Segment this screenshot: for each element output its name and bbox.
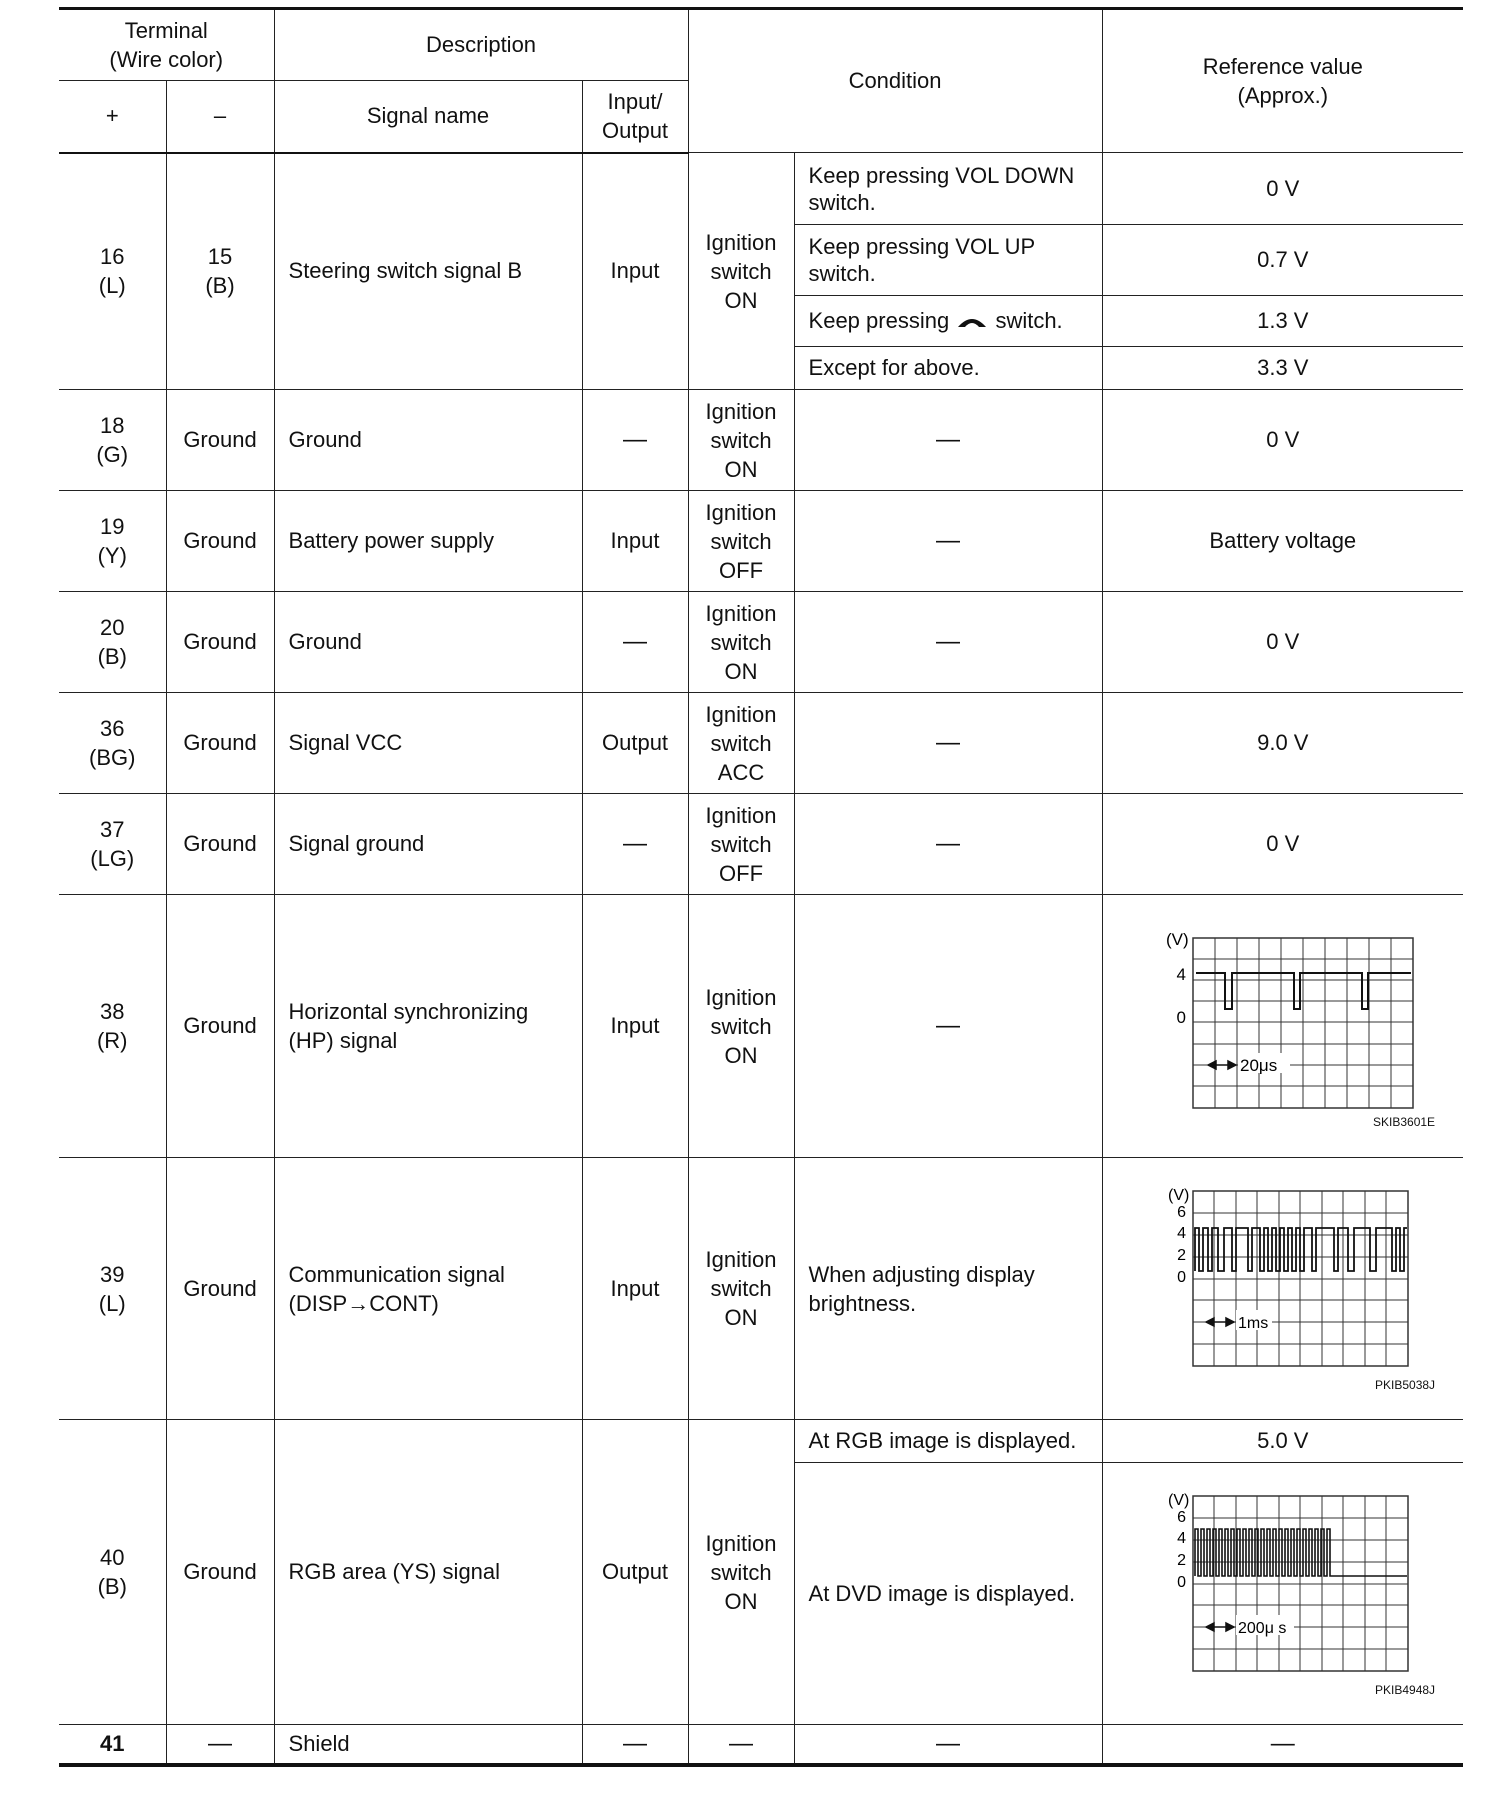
table-row xyxy=(59,1158,1463,1420)
condition: — xyxy=(794,693,1102,794)
condition: — xyxy=(794,1725,1102,1765)
input-output: — xyxy=(582,794,688,895)
reference-waveform xyxy=(1102,1463,1463,1725)
table-row xyxy=(59,592,1463,693)
signal-name: Shield xyxy=(274,1725,582,1765)
waveform-trace xyxy=(1195,1529,1407,1576)
minus-terminal: — xyxy=(166,1725,274,1765)
signal-name: Ground xyxy=(274,390,582,491)
waveform-y-label: 2 xyxy=(1176,1551,1186,1569)
figure-code: SKIB3601E xyxy=(1373,1115,1436,1129)
waveform-trace xyxy=(1195,1228,1407,1271)
timebase-arrow xyxy=(1206,1623,1234,1631)
reference-value: 0 V xyxy=(1102,390,1463,491)
condition: — xyxy=(794,794,1102,895)
condition: Except for above. xyxy=(794,347,1102,390)
minus-terminal: Ground xyxy=(166,592,274,693)
header-terminal: Terminal (Wire color) xyxy=(59,9,274,81)
reference-waveform xyxy=(1102,1158,1463,1420)
input-output: — xyxy=(582,592,688,693)
hp-signal-waveform xyxy=(1148,923,1418,1113)
header-plus: + xyxy=(59,81,166,153)
input-output: Output xyxy=(582,1420,688,1725)
terminal-reference-table xyxy=(59,7,1463,1767)
minus-terminal: Ground xyxy=(166,895,274,1158)
table-row xyxy=(59,491,1463,592)
input-output: Input xyxy=(582,491,688,592)
waveform-grid xyxy=(1193,1191,1408,1366)
waveform-y-label: 6 xyxy=(1176,1203,1186,1221)
waveform-y-label: 4 xyxy=(1176,1529,1186,1547)
plus-terminal: 37 (LG) xyxy=(59,794,166,895)
input-output: Output xyxy=(582,693,688,794)
plus-terminal: 18 (G) xyxy=(59,390,166,491)
table-row xyxy=(59,794,1463,895)
signal-name: Signal ground xyxy=(274,794,582,895)
signal-name: Horizontal synchronizing (HP) signal xyxy=(274,895,582,1158)
plus-terminal: 38 (R) xyxy=(59,895,166,1158)
reference-value: 1.3 V xyxy=(1102,296,1463,347)
signal-name: Battery power supply xyxy=(274,491,582,592)
plus-terminal: 36 (BG) xyxy=(59,693,166,794)
minus-terminal: Ground xyxy=(166,693,274,794)
plus-terminal: 39 (L) xyxy=(59,1158,166,1420)
timebase-arrow xyxy=(1206,1318,1234,1326)
header-minus: – xyxy=(166,81,274,153)
ignition-state: Ignition switch ON xyxy=(688,592,794,693)
ignition-state: — xyxy=(688,1725,794,1765)
reference-value: 9.0 V xyxy=(1102,693,1463,794)
table-row xyxy=(59,693,1463,794)
waveform-y-label: 0 xyxy=(1176,1008,1186,1027)
input-output: Input xyxy=(582,1158,688,1420)
steering-arc-icon xyxy=(955,315,989,329)
plus-terminal: 16 (L) xyxy=(59,153,166,390)
reference-value: 0 V xyxy=(1102,153,1463,225)
reference-value: 0 V xyxy=(1102,592,1463,693)
condition: — xyxy=(794,592,1102,693)
condition: At RGB image is displayed. xyxy=(794,1420,1102,1463)
waveform-y-label: 2 xyxy=(1176,1246,1186,1264)
minus-terminal: Ground xyxy=(166,491,274,592)
plus-terminal: 19 (Y) xyxy=(59,491,166,592)
signal-name: RGB area (YS) signal xyxy=(274,1420,582,1725)
reference-value: 3.3 V xyxy=(1102,347,1463,390)
table-row xyxy=(59,895,1463,1158)
ignition-state: Ignition switch ON xyxy=(688,1158,794,1420)
reference-waveform xyxy=(1102,895,1463,1158)
reference-value: 0.7 V xyxy=(1102,225,1463,296)
timebase-arrow xyxy=(1208,1061,1236,1069)
input-output: Input xyxy=(582,895,688,1158)
minus-terminal: Ground xyxy=(166,390,274,491)
timebase-label: 1ms xyxy=(1237,1314,1269,1332)
waveform-y-label: 0 xyxy=(1176,1573,1186,1591)
ignition-state: Ignition switch ON xyxy=(688,1420,794,1725)
plus-terminal: 20 (B) xyxy=(59,592,166,693)
ignition-state: Ignition switch OFF xyxy=(688,794,794,895)
signal-name: Ground xyxy=(274,592,582,693)
waveform-y-label: 6 xyxy=(1176,1508,1186,1526)
timebase-label: 200μ s xyxy=(1237,1619,1287,1637)
ignition-state: Ignition switch ACC xyxy=(688,693,794,794)
ignition-state: Ignition switch OFF xyxy=(688,491,794,592)
table-row xyxy=(59,1725,1463,1765)
condition: — xyxy=(794,895,1102,1158)
header-description: Description xyxy=(274,9,688,81)
ignition-state: Ignition switch ON xyxy=(688,895,794,1158)
communication-signal-waveform xyxy=(1148,1186,1418,1376)
figure-code: PKIB4948J xyxy=(1375,1682,1436,1697)
waveform-y-label: 0 xyxy=(1176,1268,1186,1286)
condition: — xyxy=(794,390,1102,491)
figure-code: PKIB5038J xyxy=(1375,1377,1436,1392)
waveform-unit-label: (V) xyxy=(1167,1491,1190,1509)
condition: — xyxy=(794,491,1102,592)
waveform-unit-label: (V) xyxy=(1167,1186,1190,1204)
waveform-y-label: 4 xyxy=(1176,1224,1186,1242)
header-reference-value: Reference value (Approx.) xyxy=(1102,9,1463,153)
waveform-unit-label: (V) xyxy=(1165,930,1189,949)
table-row xyxy=(59,153,1463,225)
input-output: — xyxy=(582,1725,688,1765)
plus-terminal: 41 xyxy=(59,1725,166,1765)
minus-terminal: Ground xyxy=(166,1420,274,1725)
condition: When adjusting display brightness. xyxy=(794,1158,1102,1420)
header-condition: Condition xyxy=(688,9,1102,153)
reference-value: Battery voltage xyxy=(1102,491,1463,592)
condition: Keep pressing VOL UP switch. xyxy=(794,225,1102,296)
reference-value: — xyxy=(1102,1725,1463,1765)
header-input-output: Input/ Output xyxy=(582,81,688,153)
input-output: — xyxy=(582,390,688,491)
signal-name: Signal VCC xyxy=(274,693,582,794)
reference-value: 5.0 V xyxy=(1102,1420,1463,1463)
input-output: Input xyxy=(582,153,688,390)
header-signal-name: Signal name xyxy=(274,81,582,153)
rgb-area-signal-waveform xyxy=(1148,1491,1418,1681)
plus-terminal: 40 (B) xyxy=(59,1420,166,1725)
table-row xyxy=(59,1420,1463,1463)
waveform-grid xyxy=(1193,1496,1408,1671)
condition: Keep pressing VOL DOWN switch. xyxy=(794,153,1102,225)
condition: At DVD image is displayed. xyxy=(794,1463,1102,1725)
minus-terminal: Ground xyxy=(166,1158,274,1420)
condition: Keep pressing switch. xyxy=(794,296,1102,347)
waveform-y-label: 4 xyxy=(1176,965,1186,984)
signal-name: Steering switch signal B xyxy=(274,153,582,390)
timebase-label: 20μs xyxy=(1239,1056,1278,1075)
reference-value: 0 V xyxy=(1102,794,1463,895)
waveform-grid xyxy=(1193,938,1413,1108)
minus-terminal: 15 (B) xyxy=(166,153,274,390)
minus-terminal: Ground xyxy=(166,794,274,895)
ignition-state: Ignition switch ON xyxy=(688,390,794,491)
table-row xyxy=(59,390,1463,491)
ignition-state: Ignition switch ON xyxy=(688,153,794,390)
signal-name: Communication signal (DISP→CONT) xyxy=(274,1158,582,1420)
